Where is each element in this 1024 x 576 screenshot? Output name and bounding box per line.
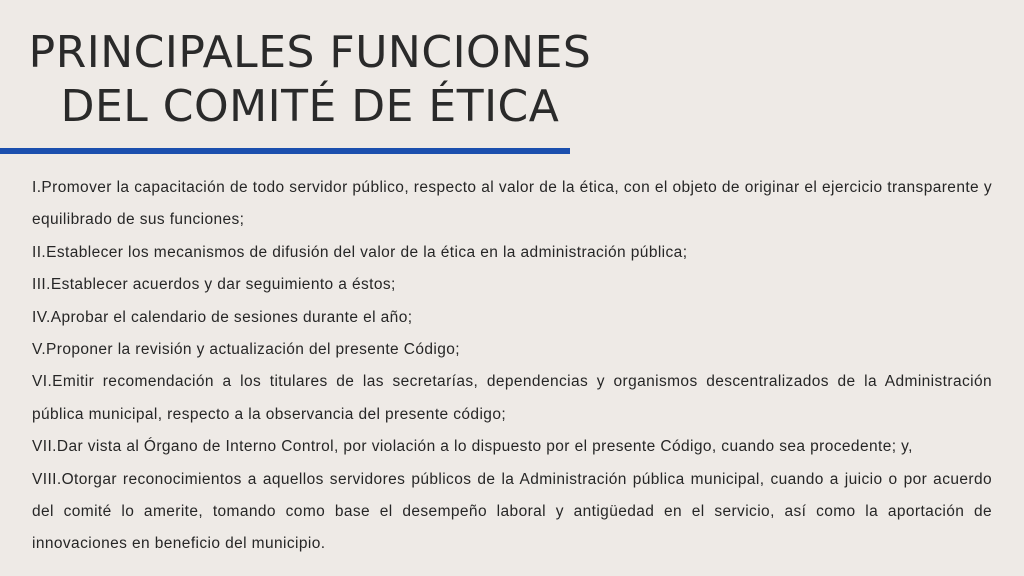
function-item-8: VIII.Otorgar reconocimientos a aquellos servidores públicos de la Administración pública municipal, cuando a juicio o por acuerdo del comité lo amerite, tomando como base el desempeño laboral y antigüedad en el servicio, así como la aportación de innovaciones en beneficio del municipio.: [32, 470, 992, 553]
page-title: [0, 26, 620, 134]
function-item-4: IV.Aprobar el calendario de sesiones durante el año;: [32, 308, 413, 326]
function-item-3: III.Establecer acuerdos y dar seguimiento a éstos;: [32, 276, 396, 294]
function-item-7: VII.Dar vista al Órgano de Interno Control, por violación a lo dispuesto por el presente Código, cuando sea procedente; y,: [32, 438, 913, 456]
title-line-1: PRINCIPALES FUNCIONES: [28, 27, 592, 78]
title-line-2: DEL COMITÉ DE ÉTICA: [60, 81, 560, 132]
functions-list: [32, 172, 992, 561]
function-item-5: V.Proponer la revisión y actualización del presente Código;: [32, 341, 460, 359]
function-item-2: II.Establecer los mecanismos de difusión del valor de la ética en la administración pública;: [32, 243, 688, 261]
function-item-1: I.Promover la capacitación de todo servidor público, respecto al valor de la ética, con el objeto de originar el ejercicio transparente y equilibrado de sus funciones;: [32, 179, 992, 229]
function-item-6: VI.Emitir recomendación a los titulares de las secretarías, dependencias y organismos descentralizados de la Administración pública municipal, respecto a la observancia del presente código;: [32, 373, 992, 423]
title-underline: [0, 148, 570, 154]
